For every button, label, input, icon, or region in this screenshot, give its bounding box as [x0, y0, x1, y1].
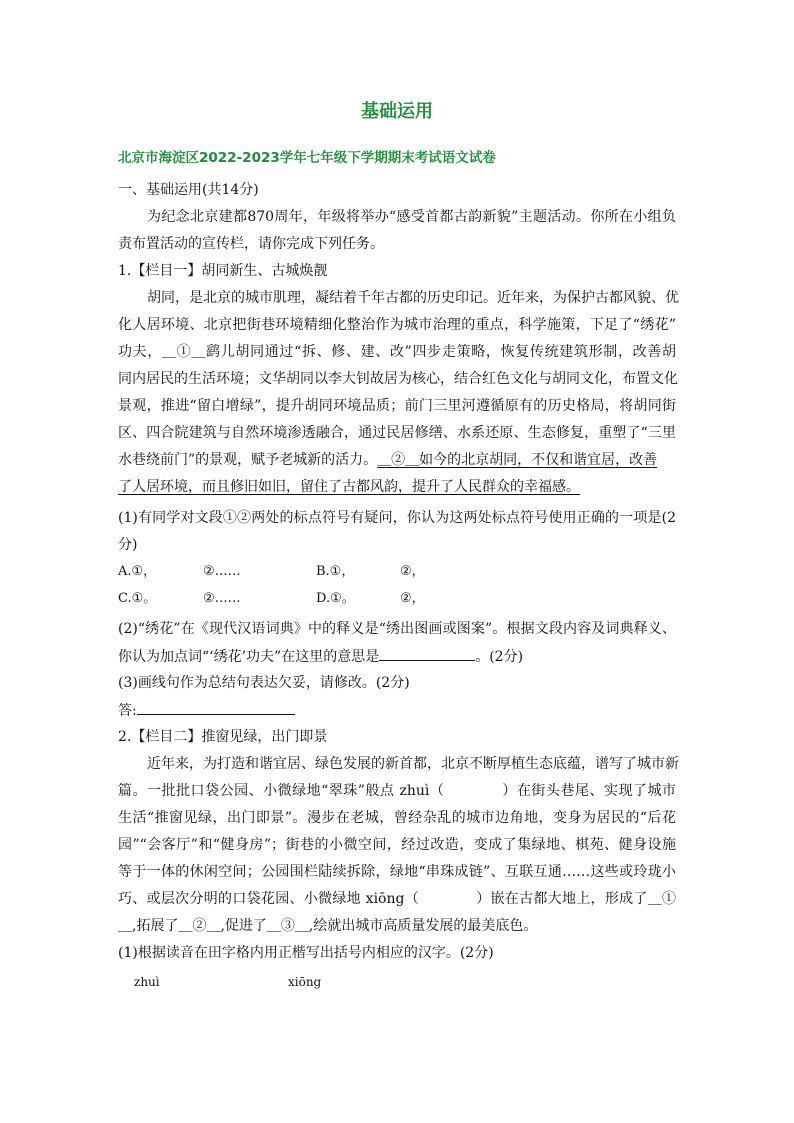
exam-subtitle: 北京市海淀区2022-2023学年七年级下学期期末考试语文试卷: [118, 150, 496, 166]
intro-line: 责布置活动的宣传栏，请你完成下列任务。: [118, 236, 384, 252]
score-label: 。(2分): [475, 649, 524, 665]
sub-question-1-1: (1)有同学对文段①②两处的标点符号有疑问，你认为这两处标点符号使用正确的一项是(2: [118, 510, 676, 526]
option-b-second: ②，: [400, 564, 425, 579]
passage-line: 功夫，＿①＿鹞儿胡同通过“拆、修、建、改”四步走策略，恢复传统建筑形制，改善胡: [118, 344, 676, 360]
option-d: D.①。: [316, 591, 355, 606]
passage-text: 水巷绕前门”的景观，赋予老城新的活力。: [118, 452, 378, 468]
pinyin-label: xiōng: [288, 975, 322, 989]
answer-blank[interactable]: [379, 646, 475, 661]
sub-question-1-2: (2)“绣花”在《现代汉语词典》中的释义是“绣出图画或图案”。根据文段内容及词典释义、: [118, 621, 676, 637]
sub-question-1-3: (3)画线句作为总结句表达欠妥，请修改。(2分): [118, 675, 410, 691]
option-a-second: ②……: [203, 564, 241, 579]
sub-question-2-1: (1)根据读音在田字格内用正楷写出括号内相应的汉字。(2分): [118, 945, 494, 961]
passage-line: 巧、或层次分明的口袋花园、小微绿地 xiōng（ ）嵌在古都大地上，形成了＿①: [118, 891, 676, 907]
passage-line: 景观，推进“留白增绿”，提升胡同环境品质；前门三里河遵循原有的历史格局，将胡同街: [118, 398, 676, 414]
option-c-second: ②……: [203, 591, 241, 606]
option-d-second: ②，: [400, 591, 425, 606]
answer-blank[interactable]: [137, 700, 295, 715]
pinyin-label: zhuì: [134, 975, 160, 989]
passage-line: 胡同，是北京的城市肌理，凝结着千年古都的历史印记。近年来，为保护古都风貌、优: [147, 290, 679, 306]
passage-line: 区、四合院建筑与自然环境渗透融合，通过民居修缮、水系还原、生态修复，重塑了“三里: [118, 425, 676, 441]
option-c: C.①。: [118, 591, 157, 606]
passage-line: 化人居环境、北京把街巷环境精细化整治作为城市治理的重点，科学施策，下足了“绣花”: [118, 317, 676, 333]
option-a: A.①，: [118, 564, 157, 579]
section-heading: 一、基础运用(共14分): [118, 182, 259, 198]
question-1-heading: 1.【栏目一】胡同新生、古城焕靓: [118, 263, 328, 279]
question-2-heading: 2.【栏目二】推窗见绿，出门即景: [118, 729, 328, 745]
answer-line: [118, 700, 295, 721]
sub-question-text: 你认为加点词“‘绣花’功夫”在这里的意思是: [118, 649, 380, 665]
underlined-summary-sentence: ＿②＿如今的北京胡同，不仅和谐宜居，改善: [377, 452, 658, 468]
page-title: 基础运用: [361, 101, 433, 122]
intro-line: 为纪念北京建都870周年，年级将举办“感受首都古韵新貌”主题活动。你所在小组负: [147, 209, 676, 225]
passage-line: ＿,拓展了＿②＿,促进了＿③＿,绘就出城市高质量发展的最美底色。: [118, 918, 538, 934]
passage-line: 同内居民的生活环境；文华胡同以李大钊故居为核心，结合红色文化与胡同文化，布置文化: [118, 371, 678, 387]
answer-label: 答:: [118, 703, 137, 719]
underlined-summary-sentence: 了人居环境，而且修旧如旧，留住了古都风韵，提升了人民群众的幸福感。: [118, 479, 580, 495]
passage-line: 生活“推窗见绿，出门即景”。漫步在老城，曾经杂乱的城市边角地，变身为居民的“后花: [118, 810, 676, 826]
sub-question-1-1: 分): [118, 537, 138, 553]
passage-line: 篇。一批批口袋公园、小微绿地“翠珠”般点 zhuì（ ）在街头巷尾、实现了城市: [118, 783, 676, 799]
sub-question-1-2: [118, 646, 523, 667]
passage-line: [118, 450, 676, 470]
passage-line: 等于一体的休闲空间；公园围栏陆续拆除，绿地“串珠成链”、互联互通……这些或玲珑小: [118, 864, 676, 880]
passage-line: 近年来，为打造和谐宜居、绿色发展的新首都，北京不断厚植生态底蕴，谱写了城市新: [147, 756, 679, 772]
option-b: B.①，: [316, 564, 355, 579]
passage-line: 园”“会客厅”和“健身房”；街巷的小微空间，经过改造，变成了集绿地、棋苑、健身设施: [118, 837, 676, 853]
